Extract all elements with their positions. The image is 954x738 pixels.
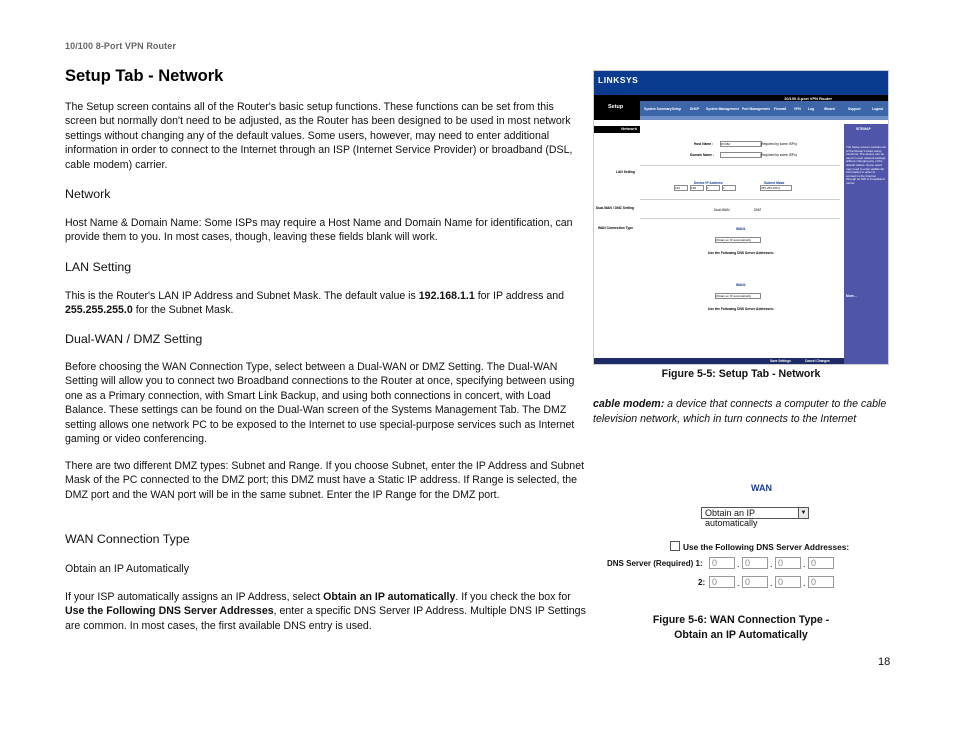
- lan-default-ip: 192.168.1.1: [418, 290, 475, 302]
- product-name: 10/100 8-port VPN Router: [784, 96, 833, 101]
- ip-octet-3[interactable]: 1: [706, 185, 720, 191]
- lan-default-mask: 255.255.255.0: [65, 304, 133, 317]
- help-text: The Setup screen contains all of the Router's basic setup functions. The device can be used in most network settings without changing any of the default values. Some users may need to enter additional information in order to connect to the Internet through an ISP or broadband carrier.: [846, 145, 886, 185]
- use-dns-checkbox[interactable]: [670, 541, 680, 551]
- device-ip-label: Device IP Address: [694, 181, 723, 185]
- dns1-octet-1[interactable]: 0: [709, 557, 735, 569]
- divider: [640, 199, 840, 200]
- divider: [640, 218, 840, 219]
- domain-name-label: Domain Name :: [690, 153, 714, 157]
- wan1-use-dns[interactable]: Use the Following DNS Server Addresses:: [708, 251, 775, 255]
- dns1-octet-3[interactable]: 0: [775, 557, 801, 569]
- lan-heading: LAN Setting: [65, 260, 132, 274]
- setup-tab-label: Setup: [608, 104, 624, 110]
- setup-network-screenshot: [593, 70, 889, 365]
- nav-system-summary[interactable]: System Summary: [644, 107, 672, 111]
- ip-octet-1[interactable]: 192: [674, 185, 688, 191]
- nav-dhcp[interactable]: DHCP: [690, 107, 700, 111]
- nav-support[interactable]: Support: [848, 107, 861, 111]
- dns2-octet-3[interactable]: 0: [775, 576, 801, 588]
- nav-wizard[interactable]: Wizard: [824, 107, 835, 111]
- dns2-label: 2:: [698, 578, 706, 587]
- wan1-label: WAN1: [736, 227, 746, 231]
- wan-title: WAN: [751, 483, 772, 493]
- wan-connection-select[interactable]: Obtain an IP automatically ▼: [701, 507, 809, 519]
- dns2-octet-1[interactable]: 0: [709, 576, 735, 588]
- nav-setup[interactable]: Setup: [672, 107, 682, 111]
- lan-paragraph: This is the Router's LAN IP Address and Subnet Mask. The default value is 192.168.1.1 for IP address and 255.255.255.0 for the Subnet Mask.: [65, 290, 565, 317]
- more-link[interactable]: More...: [846, 294, 857, 298]
- network-paragraph: Host Name & Domain Name: Some ISPs may require a Host Name and Domain Name for identification, can provide them to you. In most cases, though, leaving these fields blank will work.: [65, 217, 573, 244]
- wan2-label: WAN2: [736, 283, 746, 287]
- sitemap-link[interactable]: SITEMAP: [856, 127, 871, 131]
- dualwan-heading: Dual-WAN / DMZ Setting: [65, 332, 203, 346]
- wan2-use-dns[interactable]: Use the Following DNS Server Addresses:: [708, 307, 775, 311]
- nav-firewall[interactable]: Firewall: [774, 107, 787, 111]
- wan-subheading: Obtain an IP Automatically: [65, 563, 190, 575]
- dns1-label: DNS Server (Required) 1:: [607, 559, 703, 568]
- linksys-logo: LINKSYS: [598, 75, 639, 85]
- intro-paragraph: The Setup screen contains all of the Router's basic setup functions. These functions can be set from this screen but normally don't need to be adjusted, as the Router has been designed to be used in most network settings without changing any of the default values. Some users, however, may need to enter additional information in order to connect to the Internet through an ISP (Internet Service Provider) or broadband (DSL, cable modem) carrier.: [65, 101, 573, 171]
- lan-setting-label: LAN Setting: [616, 170, 635, 174]
- save-settings-button[interactable]: Save Settings: [770, 359, 791, 363]
- subnet-label: Subnet Mask: [764, 181, 785, 185]
- host-required-note: (Required by some ISPs): [760, 142, 797, 146]
- chevron-down-icon: ▼: [798, 508, 808, 518]
- network-heading: Network: [65, 187, 111, 201]
- wan2-select[interactable]: Obtain an IP automatically: [715, 293, 761, 299]
- nav-system-management[interactable]: System Management: [706, 107, 739, 111]
- host-name-field[interactable]: RV082: [720, 141, 762, 147]
- wan-heading: WAN Connection Type: [65, 532, 190, 546]
- cable-modem-definition: cable modem: a device that connects a computer to the cable television network, which in turn connects to the Internet: [593, 398, 887, 425]
- dualwan-paragraph-2: There are two different DMZ types: Subnet and Range. If you choose Subnet, enter the IP Address and Subnet Mask of the PC connected to the DMZ port; this DMZ must have a Static IP address. If Range is selected, the DMZ port and the WAN port will be in the same subnet. Enter the IP Range for the DMZ port.: [65, 460, 585, 501]
- dns2-octet-2[interactable]: 0: [742, 576, 768, 588]
- dns1-octet-2[interactable]: 0: [742, 557, 768, 569]
- wan-paragraph: If your ISP automatically assigns an IP Address, select Obtain an IP automatically. If you check the box for Use the Following DNS Server Addresses, enter a specific DNS Server IP Address. Multiple DNS IP Settings are common. In most cases, the first available DNS entry is used.: [65, 591, 586, 632]
- page-number: 18: [878, 656, 891, 668]
- figure-5-6-caption: Figure 5-6: WAN Connection Type - Obtain an IP Automatically: [652, 614, 830, 641]
- wan-connection-label: WAN Connection Type: [598, 226, 634, 230]
- dmz-option[interactable]: DMZ: [754, 208, 762, 212]
- ip-octet-4[interactable]: 1: [722, 185, 736, 191]
- use-dns-label: Use the Following DNS Server Addresses:: [683, 542, 850, 552]
- dns1-octet-4[interactable]: 0: [808, 557, 834, 569]
- nav-vpn[interactable]: VPN: [794, 107, 801, 111]
- divider: [640, 165, 840, 166]
- figure-5-5-caption: Figure 5-5: Setup Tab - Network: [661, 368, 821, 380]
- wan1-select[interactable]: Obtain an IP automatically: [715, 237, 761, 243]
- nav-log[interactable]: Log: [808, 107, 815, 111]
- page-title: Setup Tab - Network: [65, 67, 224, 85]
- nav-port-management[interactable]: Port Management: [742, 107, 770, 111]
- dualwan-option[interactable]: Dual-WAN: [714, 208, 730, 212]
- network-section-label: Network: [594, 126, 640, 133]
- domain-required-note: (Required by some ISPs): [760, 153, 797, 157]
- domain-name-field[interactable]: [720, 152, 762, 158]
- running-header: 10/100 8-Port VPN Router: [65, 41, 176, 51]
- dns2-octet-4[interactable]: 0: [808, 576, 834, 588]
- host-name-label: Host Name :: [694, 142, 714, 146]
- dualwan-label: Dual-WAN / DMZ Setting: [596, 206, 634, 210]
- subnet-select[interactable]: 255.255.255.0: [760, 185, 792, 191]
- ip-octet-2[interactable]: 168: [690, 185, 704, 191]
- nav-logout[interactable]: Logout: [872, 107, 884, 111]
- cancel-changes-button[interactable]: Cancel Changes: [805, 359, 830, 363]
- dualwan-paragraph-1: Before choosing the WAN Connection Type, select between a Dual-WAN or DMZ Setting. The Dual-WAN Setting will allow you to connect two Broadband connections to the Router at once, specifying between using one as a Primary connection, with Smart Link Backup, and using both connections in concert, with Load Balance. These settings can be found on the Dual-Wan screen of the Systems Management Tab. The DMZ setting allows one network PC to be exposed to the Internet to use special-purpose services such as Internet gaming or video conferencing.: [65, 361, 575, 446]
- screenshot-subnav: [640, 116, 889, 120]
